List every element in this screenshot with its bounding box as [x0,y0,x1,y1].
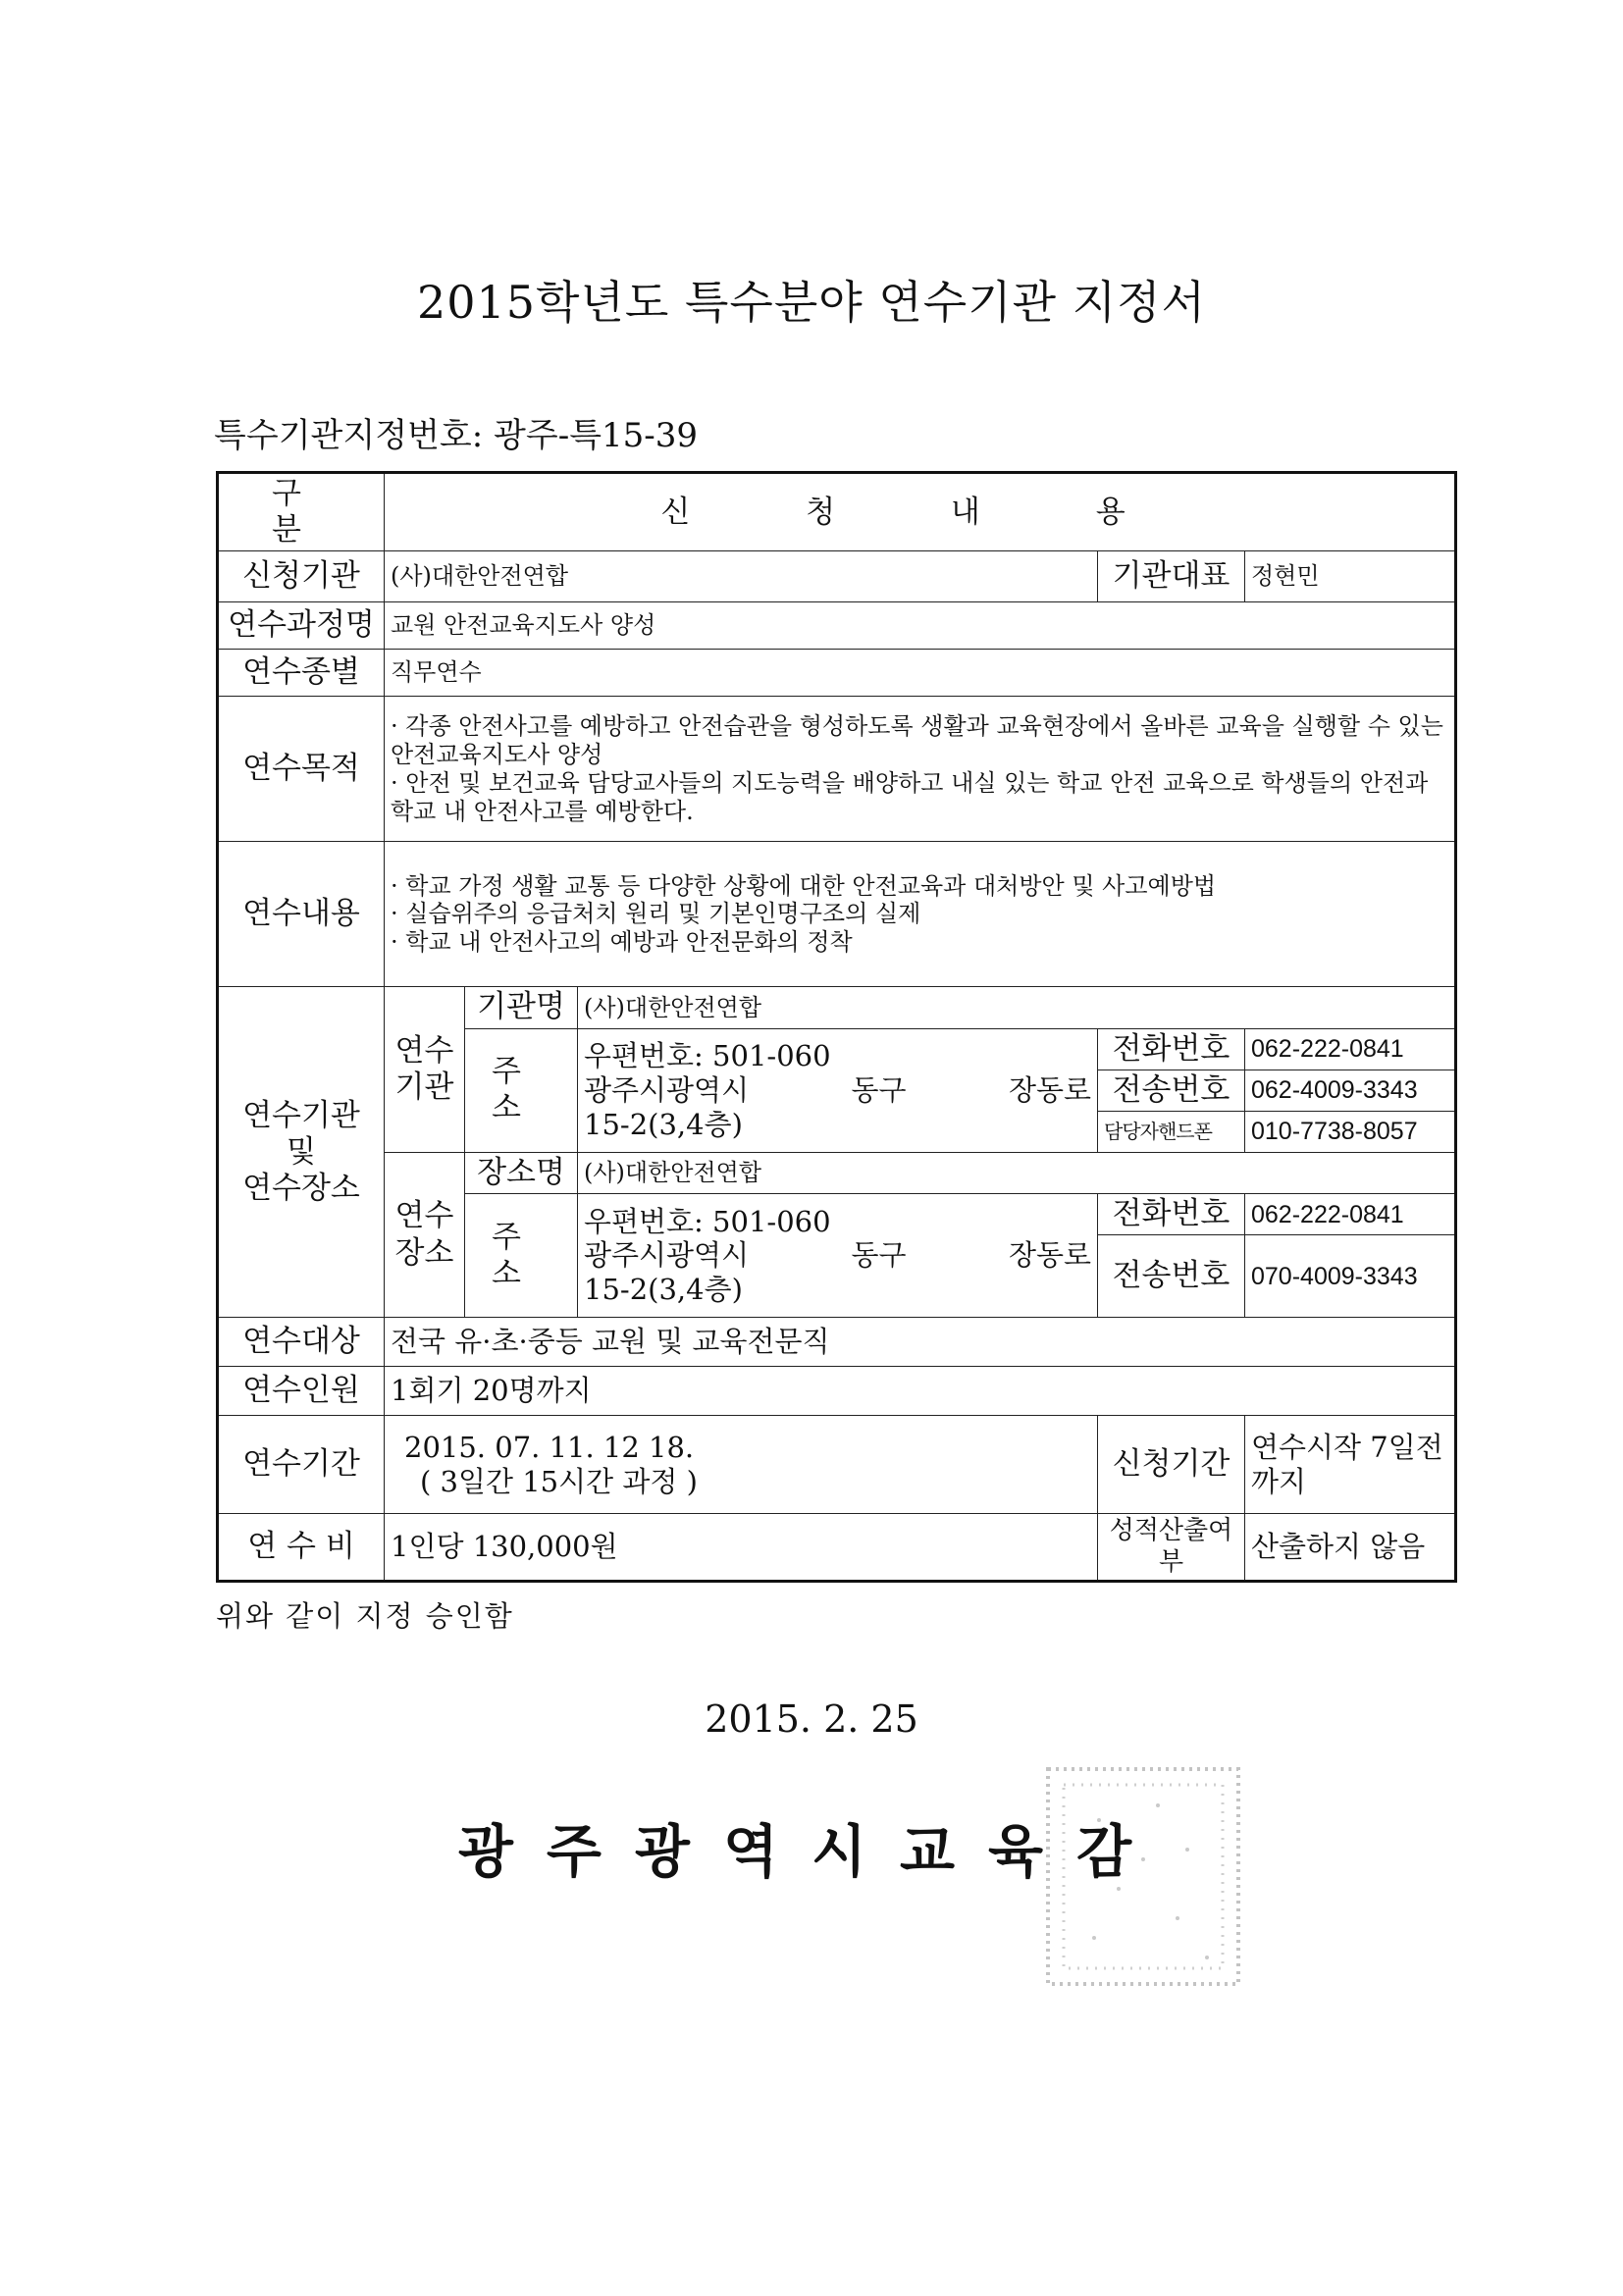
capacity-value: 1회기 20명까지 [385,1367,1456,1416]
applicant-row [218,551,1456,602]
header-col1: 구 분 [218,473,385,551]
venue-phone-value: 062-222-0841 [1245,1194,1456,1235]
institution-phone-label: 전화번호 [1098,1028,1245,1070]
issuer-name: 광주광역시교육감 [457,1818,1166,1885]
institution-name-value: (사)대한안전연합 [578,987,1456,1028]
venue-fax-value: 070-4009-3343 [1245,1235,1456,1318]
course-name-value: 교원 안전교육지도사 양성 [385,602,1456,650]
purpose-label: 연수목적 [218,697,385,842]
content-line-3: · 학교 내 안전사고의 예방과 안전문화의 정착 [391,928,853,957]
target-label: 연수대상 [218,1318,385,1367]
fee-value: 1인당 130,000원 [385,1514,1098,1581]
content-label: 연수내용 [218,842,385,987]
venue-fax-label: 전송번호 [1098,1235,1245,1318]
period-dates: 2015. 07. 11. 12 18. [404,1431,695,1465]
capacity-label: 연수인원 [218,1367,385,1416]
institution-phone-value: 062-222-0841 [1245,1028,1456,1070]
target-value: 전국 유·초·중등 교원 및 교육전문직 [385,1318,1456,1367]
venue-name-value: (사)대한안전연합 [578,1152,1456,1193]
course-name-row [218,602,1456,650]
content-row [218,842,1456,987]
venue-address-value: 우편번호: 501-060 광주시광역시 동구 장동로 15-2(3,4층) [578,1194,1098,1318]
grade-output-value: 산출하지 않음 [1245,1514,1456,1581]
institution-mobile-label: 담당자핸드폰 [1098,1111,1245,1152]
period-row [218,1416,1456,1514]
course-type-row [218,650,1456,697]
approval-statement: 위와 같이 지정 승인함 [216,1599,514,1633]
period-value [385,1416,1098,1514]
venue-name-row [218,1152,1456,1193]
purpose-line-2: · 안전 및 보건교육 담당교사들의 지도능력을 배양하고 내실 있는 학교 안전 교육으로 학생들의 안전과 학교 내 안전사고를 예방한다. [391,768,1429,825]
applicant-label: 신청기관 [218,551,385,602]
fee-row [218,1514,1456,1581]
apply-period-label: 신청기간 [1098,1416,1245,1514]
venue-phone-label: 전화번호 [1098,1194,1245,1235]
institution-name-label: 기관명 [465,987,578,1028]
institution-group-label: 연수 기관 [385,987,465,1153]
content-line-1: · 학교 가정 생활 교통 등 다양한 상황에 대한 안전교육과 대처방안 및 사고예방법 [391,871,1217,900]
apply-period-value: 연수시작 7일전까지 [1245,1416,1456,1514]
representative-label: 기관대표 [1098,551,1245,602]
content-value [385,842,1456,987]
course-type-label: 연수종별 [218,650,385,697]
institution-venue-label: 연수기관 및 연수장소 [218,987,385,1318]
capacity-row [218,1367,1456,1416]
purpose-row [218,697,1456,842]
venue-group-label: 연수 장소 [385,1152,465,1317]
applicant-value: (사)대한안전연합 [385,551,1098,602]
course-type-value: 직무연수 [385,650,1456,697]
institution-name-row [218,987,1456,1028]
purpose-line-1: · 각종 안전사고를 예방하고 안전습관을 형성하도록 생활과 교육현장에서 올바른 교육을 실행할 수 있는 안전교육지도사 양성 [391,712,1443,769]
content-line-2: · 실습위주의 응급처치 원리 및 기본인명구조의 실제 [391,900,921,928]
institution-fax-value: 062-4009-3343 [1245,1070,1456,1111]
venue-name-label: 장소명 [465,1152,578,1193]
representative-value: 정현민 [1245,551,1456,602]
purpose-value [385,697,1456,842]
fee-label: 연 수 비 [218,1514,385,1581]
target-row [218,1318,1456,1367]
venue-address-label: 주 소 [465,1194,578,1318]
period-duration: ( 3일간 15시간 과정 ) [420,1464,698,1498]
document-title: 2015학년도 특수분야 연수기관 지정서 [416,276,1207,329]
header-row [218,473,1456,551]
header-col2: 신 청 내 용 [385,473,1456,551]
institution-address-label: 주 소 [465,1028,578,1152]
issue-date: 2015. 2. 25 [705,1697,918,1741]
institution-address-value: 우편번호: 501-060 광주시광역시 동구 장동로 15-2(3,4층) [578,1028,1098,1152]
institution-mobile-value: 010-7738-8057 [1245,1111,1456,1152]
grade-output-label: 성적산출여부 [1098,1514,1245,1581]
institution-fax-label: 전송번호 [1098,1070,1245,1111]
period-label: 연수기간 [218,1416,385,1514]
designation-form-table [216,471,1457,1583]
designation-number: 특수기관지정번호: 광주-특15-39 [214,416,699,455]
course-name-label: 연수과정명 [218,602,385,650]
